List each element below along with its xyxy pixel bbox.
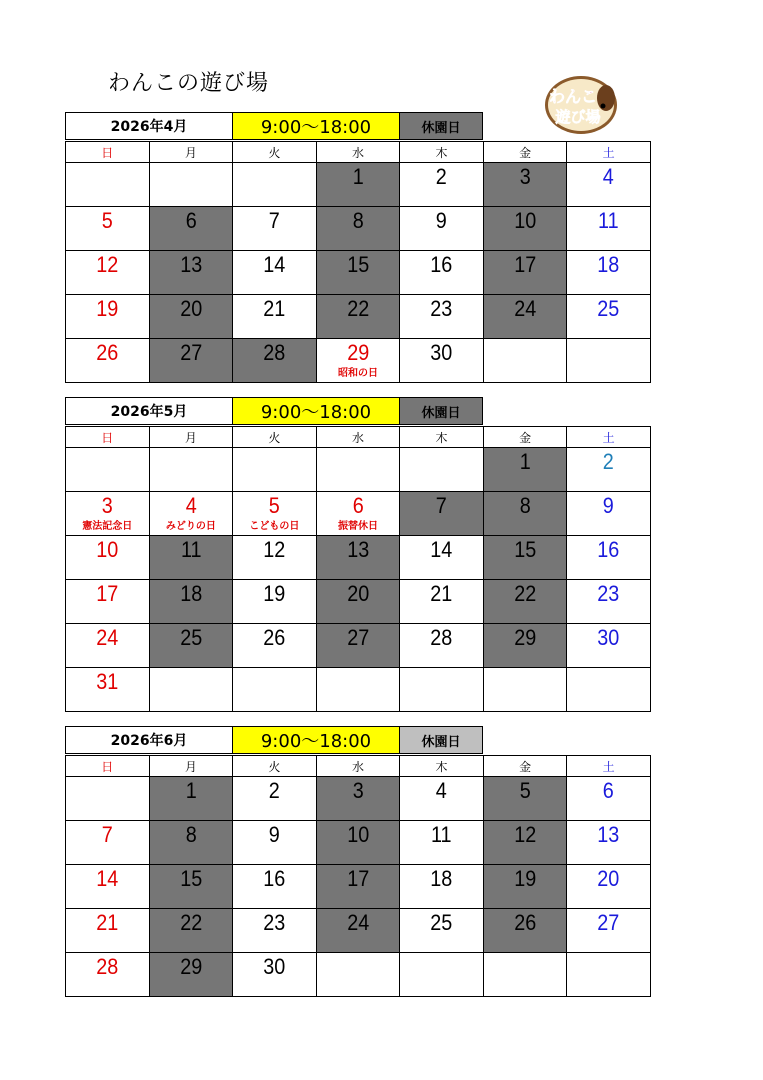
week-row xyxy=(66,536,651,580)
day-number: 7 xyxy=(101,822,113,847)
day-number: 28 xyxy=(263,340,286,365)
weekday-header: 金 xyxy=(483,427,567,448)
day-number: 19 xyxy=(514,866,537,891)
day-cell xyxy=(400,536,484,580)
weekday-header-row xyxy=(66,756,651,777)
day-number: 8 xyxy=(519,493,531,518)
closed-day-cell xyxy=(316,295,400,339)
day-number: 27 xyxy=(597,910,620,935)
weekday-header: 日 xyxy=(66,142,150,163)
closed-day-cell xyxy=(483,251,567,295)
day-number: 17 xyxy=(514,252,537,277)
svg-text:わんこ: わんこ xyxy=(548,87,598,106)
holiday-name: みどりの日 xyxy=(165,521,216,532)
svg-text:遊び場: 遊び場 xyxy=(555,108,601,126)
closed-day-cell xyxy=(483,624,567,668)
day-number: 17 xyxy=(346,866,369,891)
day-number: 25 xyxy=(597,296,620,321)
weekday-header-row xyxy=(66,427,651,448)
empty-cell xyxy=(483,953,567,997)
day-cell xyxy=(233,624,317,668)
day-number: 2 xyxy=(436,164,448,189)
closed-day-cell xyxy=(316,777,400,821)
day-number: 1 xyxy=(352,164,364,189)
day-number: 7 xyxy=(436,493,448,518)
day-number: 6 xyxy=(603,778,615,803)
day-number: 6 xyxy=(185,208,197,233)
empty-cell xyxy=(567,668,651,712)
day-number: 21 xyxy=(263,296,286,321)
day-number: 24 xyxy=(346,910,369,935)
day-number: 23 xyxy=(597,581,620,606)
closed-day-cell xyxy=(149,821,233,865)
day-number: 16 xyxy=(263,866,286,891)
closed-day-cell xyxy=(483,821,567,865)
weekday-header: 木 xyxy=(400,756,484,777)
closed-day-cell xyxy=(149,580,233,624)
day-cell xyxy=(400,251,484,295)
week-row xyxy=(66,668,651,712)
empty-cell xyxy=(233,163,317,207)
day-number: 4 xyxy=(603,164,615,189)
day-number: 15 xyxy=(179,866,202,891)
day-cell xyxy=(567,492,651,536)
empty-cell xyxy=(400,953,484,997)
closed-day-cell xyxy=(149,339,233,383)
day-number: 18 xyxy=(430,866,453,891)
day-cell xyxy=(400,580,484,624)
empty-cell xyxy=(567,953,651,997)
week-row xyxy=(66,865,651,909)
day-number: 25 xyxy=(430,910,453,935)
closed-legend: 休園日 xyxy=(399,726,483,754)
empty-cell xyxy=(66,448,150,492)
day-number: 12 xyxy=(263,537,286,562)
weekday-header: 水 xyxy=(316,756,400,777)
day-number: 25 xyxy=(179,625,202,650)
closed-day-cell xyxy=(483,777,567,821)
day-number: 17 xyxy=(96,581,119,606)
empty-cell xyxy=(149,163,233,207)
day-number: 29 xyxy=(346,340,369,365)
day-number: 6 xyxy=(352,493,364,518)
closed-day-cell xyxy=(316,251,400,295)
month-label: 2026年4月 xyxy=(65,112,233,140)
holiday-name: こどもの日 xyxy=(249,521,300,532)
empty-cell xyxy=(400,448,484,492)
weekday-header: 火 xyxy=(233,756,317,777)
day-cell xyxy=(66,207,150,251)
day-number: 27 xyxy=(179,340,202,365)
calendar-month-2 xyxy=(65,397,651,712)
day-number: 21 xyxy=(430,581,453,606)
day-number: 7 xyxy=(268,208,280,233)
day-number: 20 xyxy=(179,296,202,321)
day-number: 3 xyxy=(101,493,113,518)
closed-day-cell xyxy=(316,536,400,580)
empty-cell xyxy=(316,448,400,492)
closed-legend: 休園日 xyxy=(399,397,483,425)
day-number: 2 xyxy=(268,778,280,803)
week-row xyxy=(66,251,651,295)
day-number: 9 xyxy=(603,493,615,518)
day-cell xyxy=(233,821,317,865)
week-row xyxy=(66,448,651,492)
day-cell xyxy=(400,624,484,668)
day-cell xyxy=(66,909,150,953)
weekday-header: 土 xyxy=(567,142,651,163)
day-number: 11 xyxy=(180,537,202,562)
closed-day-cell xyxy=(483,865,567,909)
week-row xyxy=(66,909,651,953)
day-cell xyxy=(567,251,651,295)
day-cell xyxy=(233,580,317,624)
day-number: 28 xyxy=(96,954,119,979)
day-number: 16 xyxy=(430,252,453,277)
closed-day-cell xyxy=(149,909,233,953)
closed-day-cell xyxy=(483,295,567,339)
day-cell xyxy=(567,163,651,207)
empty-cell xyxy=(400,668,484,712)
day-cell xyxy=(66,339,150,383)
closed-day-cell xyxy=(149,251,233,295)
empty-cell xyxy=(149,448,233,492)
day-number: 15 xyxy=(346,252,369,277)
day-number: 14 xyxy=(263,252,286,277)
day-number: 10 xyxy=(514,208,537,233)
day-number: 20 xyxy=(346,581,369,606)
day-number: 24 xyxy=(96,625,119,650)
week-row xyxy=(66,492,651,536)
day-number: 29 xyxy=(514,625,537,650)
day-cell xyxy=(233,865,317,909)
day-cell xyxy=(66,953,150,997)
day-cell xyxy=(567,865,651,909)
empty-cell xyxy=(233,448,317,492)
day-number: 9 xyxy=(436,208,448,233)
closed-day-cell xyxy=(483,207,567,251)
day-number: 12 xyxy=(96,252,119,277)
calendar-grid xyxy=(65,755,651,997)
day-number: 13 xyxy=(179,252,202,277)
day-number: 11 xyxy=(598,208,619,233)
weekday-header: 月 xyxy=(149,756,233,777)
empty-cell xyxy=(316,668,400,712)
day-number: 30 xyxy=(430,340,453,365)
day-cell xyxy=(233,777,317,821)
weekday-header: 日 xyxy=(66,756,150,777)
closed-day-cell xyxy=(149,865,233,909)
day-number: 10 xyxy=(96,537,119,562)
day-cell xyxy=(400,821,484,865)
day-number: 1 xyxy=(185,778,197,803)
day-number: 15 xyxy=(514,537,537,562)
empty-cell xyxy=(567,339,651,383)
day-cell xyxy=(66,536,150,580)
weekday-header: 土 xyxy=(567,427,651,448)
day-number: 3 xyxy=(519,164,531,189)
calendar-month-3 xyxy=(65,726,651,997)
day-number: 16 xyxy=(597,537,620,562)
closed-day-cell xyxy=(149,207,233,251)
weekday-header: 金 xyxy=(483,756,567,777)
day-number: 31 xyxy=(96,669,119,694)
day-cell xyxy=(233,536,317,580)
day-cell xyxy=(567,207,651,251)
day-number: 27 xyxy=(346,625,369,650)
week-row xyxy=(66,624,651,668)
day-cell xyxy=(233,207,317,251)
weekday-header: 火 xyxy=(233,427,317,448)
closed-day-cell xyxy=(233,339,317,383)
day-cell xyxy=(567,777,651,821)
day-number: 13 xyxy=(346,537,369,562)
day-number: 24 xyxy=(514,296,537,321)
day-cell xyxy=(233,492,317,536)
day-cell xyxy=(400,339,484,383)
weekday-header: 木 xyxy=(400,142,484,163)
month-label: 2026年5月 xyxy=(65,397,233,425)
day-number: 11 xyxy=(431,822,452,847)
holiday-name: 振替休日 xyxy=(337,521,378,532)
day-cell xyxy=(233,295,317,339)
day-number: 12 xyxy=(514,822,537,847)
day-number: 26 xyxy=(514,910,537,935)
closed-day-cell xyxy=(316,624,400,668)
day-cell xyxy=(149,492,233,536)
closed-day-cell xyxy=(483,909,567,953)
weekday-header: 水 xyxy=(316,142,400,163)
day-number: 1 xyxy=(519,449,531,474)
day-number: 13 xyxy=(597,822,620,847)
day-cell xyxy=(66,668,150,712)
calendar-grid xyxy=(65,426,651,712)
day-cell xyxy=(400,207,484,251)
empty-cell xyxy=(316,953,400,997)
opening-hours: 9:00〜18:00 xyxy=(232,397,400,425)
page-title: わんこの遊び場 xyxy=(108,71,270,96)
empty-cell xyxy=(66,163,150,207)
day-number: 9 xyxy=(268,822,280,847)
day-number: 26 xyxy=(96,340,119,365)
day-number: 8 xyxy=(185,822,197,847)
day-number: 4 xyxy=(436,778,448,803)
day-number: 20 xyxy=(597,866,620,891)
weekday-header: 火 xyxy=(233,142,317,163)
day-number: 28 xyxy=(430,625,453,650)
closed-day-cell xyxy=(316,163,400,207)
holiday-name: 昭和の日 xyxy=(337,368,378,379)
day-cell xyxy=(66,580,150,624)
day-number: 29 xyxy=(179,954,202,979)
day-cell xyxy=(400,163,484,207)
day-number: 18 xyxy=(179,581,202,606)
closed-day-cell xyxy=(316,865,400,909)
week-row xyxy=(66,339,651,383)
closed-day-cell xyxy=(483,492,567,536)
day-number: 5 xyxy=(268,493,280,518)
day-cell xyxy=(66,624,150,668)
day-cell xyxy=(567,909,651,953)
week-row xyxy=(66,777,651,821)
weekday-header: 土 xyxy=(567,756,651,777)
day-cell xyxy=(66,492,150,536)
week-row xyxy=(66,821,651,865)
day-number: 19 xyxy=(263,581,286,606)
weekday-header: 月 xyxy=(149,142,233,163)
closed-day-cell xyxy=(149,295,233,339)
weekday-header-row xyxy=(66,142,651,163)
day-number: 8 xyxy=(352,208,364,233)
day-cell xyxy=(567,295,651,339)
weekday-header: 月 xyxy=(149,427,233,448)
day-number: 30 xyxy=(263,954,286,979)
day-number: 22 xyxy=(514,581,537,606)
day-number: 22 xyxy=(179,910,202,935)
month-label: 2026年6月 xyxy=(65,726,233,754)
month-header xyxy=(65,726,651,755)
day-cell xyxy=(316,339,400,383)
day-cell xyxy=(400,777,484,821)
day-cell xyxy=(567,821,651,865)
day-number: 18 xyxy=(597,252,620,277)
day-cell xyxy=(66,251,150,295)
day-number: 22 xyxy=(346,296,369,321)
opening-hours: 9:00〜18:00 xyxy=(232,112,400,140)
weekday-header: 水 xyxy=(316,427,400,448)
day-cell xyxy=(567,580,651,624)
day-cell xyxy=(567,448,651,492)
closed-day-cell xyxy=(149,953,233,997)
empty-cell xyxy=(483,668,567,712)
closed-day-cell xyxy=(149,536,233,580)
day-number: 19 xyxy=(96,296,119,321)
week-row xyxy=(66,295,651,339)
closed-day-cell xyxy=(316,909,400,953)
week-row xyxy=(66,580,651,624)
month-header xyxy=(65,112,651,141)
day-cell xyxy=(66,295,150,339)
week-row xyxy=(66,953,651,997)
closed-day-cell xyxy=(400,492,484,536)
day-cell xyxy=(567,536,651,580)
closed-day-cell xyxy=(149,624,233,668)
day-cell xyxy=(233,251,317,295)
day-number: 14 xyxy=(96,866,119,891)
holiday-name: 憲法記念日 xyxy=(82,521,133,532)
empty-cell xyxy=(149,668,233,712)
closed-day-cell xyxy=(483,580,567,624)
month-header xyxy=(65,397,651,426)
calendar-month-1 xyxy=(65,112,651,383)
weekday-header: 金 xyxy=(483,142,567,163)
closed-day-cell xyxy=(149,777,233,821)
empty-cell xyxy=(66,777,150,821)
day-number: 3 xyxy=(352,778,364,803)
closed-day-cell xyxy=(316,580,400,624)
empty-cell xyxy=(483,339,567,383)
closed-day-cell xyxy=(316,821,400,865)
day-cell xyxy=(233,953,317,997)
day-number: 5 xyxy=(519,778,531,803)
opening-hours: 9:00〜18:00 xyxy=(232,726,400,754)
day-cell xyxy=(400,909,484,953)
day-number: 5 xyxy=(101,208,113,233)
closed-legend: 休園日 xyxy=(399,112,483,140)
day-number: 30 xyxy=(597,625,620,650)
closed-day-cell xyxy=(316,207,400,251)
calendar-grid xyxy=(65,141,651,383)
day-number: 21 xyxy=(96,910,119,935)
day-number: 10 xyxy=(346,822,369,847)
empty-cell xyxy=(233,668,317,712)
day-number: 14 xyxy=(430,537,453,562)
closed-day-cell xyxy=(483,448,567,492)
day-number: 26 xyxy=(263,625,286,650)
day-cell xyxy=(66,821,150,865)
day-cell xyxy=(400,865,484,909)
day-cell xyxy=(567,624,651,668)
closed-day-cell xyxy=(483,536,567,580)
day-number: 2 xyxy=(603,449,615,474)
week-row xyxy=(66,207,651,251)
day-cell xyxy=(233,909,317,953)
day-number: 23 xyxy=(430,296,453,321)
day-cell xyxy=(316,492,400,536)
closed-day-cell xyxy=(483,163,567,207)
weekday-header: 木 xyxy=(400,427,484,448)
weekday-header: 日 xyxy=(66,427,150,448)
week-row xyxy=(66,163,651,207)
day-cell xyxy=(400,295,484,339)
day-cell xyxy=(66,865,150,909)
day-number: 23 xyxy=(263,910,286,935)
day-number: 4 xyxy=(185,493,197,518)
